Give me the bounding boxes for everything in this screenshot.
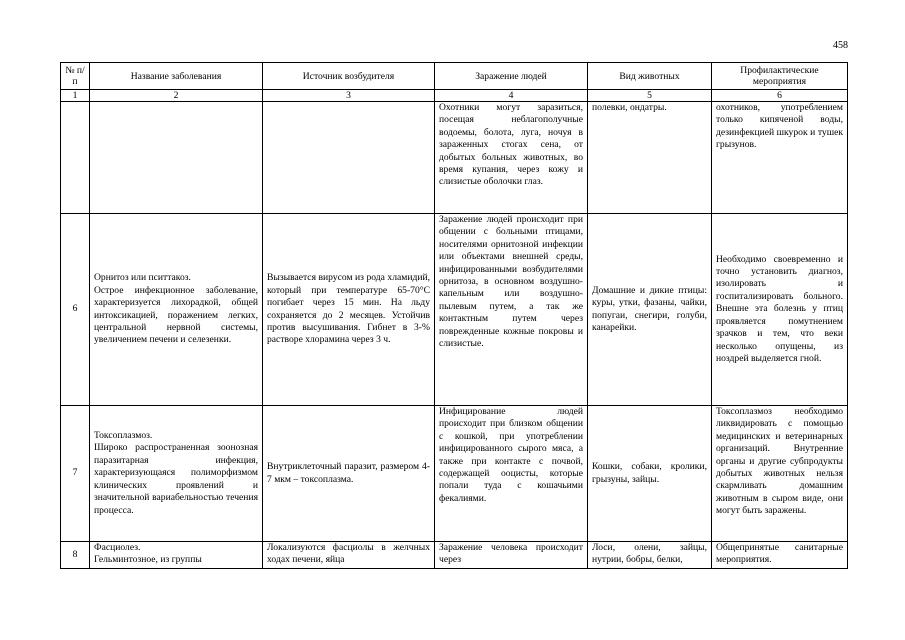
infection-cell: Заражение людей происходит при общении с больными птицами, носителями орнитозной инфекции или объектами внешней среды, инфицированными возбудителями орнитоза, в основном воздушно-капельным или воздушно-пылевым путем, а так же контактным путем через поврежденные кожные покровы и слизистые. xyxy=(435,214,588,406)
row-number xyxy=(61,102,90,214)
animals-cell: Лоси, олени, зайцы, нутрии, бобры, белки, xyxy=(588,542,712,569)
source-cell: Локализуются фасциолы в желчных ходах печени, яйца xyxy=(263,542,435,569)
disease-cell xyxy=(90,102,263,214)
infection-cell: Охотники могут заразиться, посещая неблагополучные водоемы, болота, луга, ночуя в зараженных стогах сена, от добытых больных животных, во время купания, через кожу и слизистые оболочки глаз. xyxy=(435,102,588,214)
disease-cell xyxy=(90,214,263,406)
prevention-cell: Токсоплазмоз необходимо ликвидировать с помощью медицинских и ветеринарных организаций. Внутренние органы и другие субпродукты добытых животных нельзя скармливать домашним животным в сыром виде, они могут быть заражены. xyxy=(712,406,848,542)
header-disease: Название заболевания xyxy=(90,63,263,90)
column-number: 2 xyxy=(90,90,263,102)
column-number: 1 xyxy=(61,90,90,102)
diseases-table xyxy=(60,62,848,569)
disease-title: Орнитоз или пситтакоз. xyxy=(94,272,191,284)
page-number: 458 xyxy=(833,40,848,51)
source-cell: Внутриклеточный паразит, размером 4-7 мкм – токсоплазма. xyxy=(263,406,435,542)
prevention-cell: Общепринятые санитарные мероприятия. xyxy=(712,542,848,569)
infection-cell: Инфицирование людей происходит при близком общении с кошкой, при употреблении инфицированного сырого мяса, а также при контакте с почвой, содержащей ооцисты, которые попали туда с кошачьими фекалиями. xyxy=(435,406,588,542)
column-number: 6 xyxy=(712,90,848,102)
infection-cell: Заражение человека происходит через xyxy=(435,542,588,569)
column-number: 4 xyxy=(435,90,588,102)
prevention-cell: Необходимо своевременно и точно установить диагноз, изолировать и госпитализировать больного. Внешне эта болезнь у птиц проявляется помутнением зрачков и тем, что веки несколько опущены, из ноздрей выделяется гной. xyxy=(712,214,848,406)
header-prevention: Профилактические мероприятия xyxy=(712,63,848,90)
prevention-cell: охотников, употреблением только кипяченой воды, дезинфекцией шкурок и тушек грызунов. xyxy=(712,102,848,214)
column-number-row xyxy=(61,90,848,102)
source-cell xyxy=(263,102,435,214)
table-row xyxy=(61,406,848,542)
column-number: 5 xyxy=(588,90,712,102)
row-number: 7 xyxy=(61,406,90,542)
column-number: 3 xyxy=(263,90,435,102)
table-row xyxy=(61,214,848,406)
header-source: Источник возбудителя xyxy=(263,63,435,90)
disease-title: Фасциолез. xyxy=(94,542,141,553)
animals-cell: Кошки, собаки, кролики, грызуны, зайцы. xyxy=(588,406,712,542)
disease-cell xyxy=(90,542,263,569)
header-num: № п/п xyxy=(61,63,90,90)
animals-cell: полевки, ондатры. xyxy=(588,102,712,214)
disease-description: Широко распространенная зоонозная паразитарная инфекция, характеризующаяся полиморфизмом клинических проявлений и значительной вариабельностью течения процесса. xyxy=(94,442,258,516)
animals-cell: Домашние и дикие птицы: куры, утки, фазаны, чайки, попугаи, снегири, голуби, канарейки. xyxy=(588,214,712,406)
disease-title: Токсоплазмоз. xyxy=(94,430,153,442)
disease-description: Острое инфекционное заболевание, характеризуется лихорадкой, общей интоксикацией, поражением легких, центральной нервной системы, увеличением печени и селезенки. xyxy=(94,284,258,346)
row-number: 8 xyxy=(61,542,90,569)
disease-cell xyxy=(90,406,263,542)
table-row xyxy=(61,102,848,214)
source-cell: Вызывается вирусом из рода хламидий, который при температуре 65-70°С погибает через 15 мин. На льду сохраняется до 2 месяцев. Устойчив против высушивания. Гибнет в 3-% растворе хлорамина через 3 ч. xyxy=(263,214,435,406)
header-infection: Заражение людей xyxy=(435,63,588,90)
row-number: 6 xyxy=(61,214,90,406)
table-row xyxy=(61,542,848,569)
disease-description: Гельминтозное, из группы xyxy=(94,554,202,566)
header-animals: Вид животных xyxy=(588,63,712,90)
table-header-row xyxy=(61,63,848,90)
